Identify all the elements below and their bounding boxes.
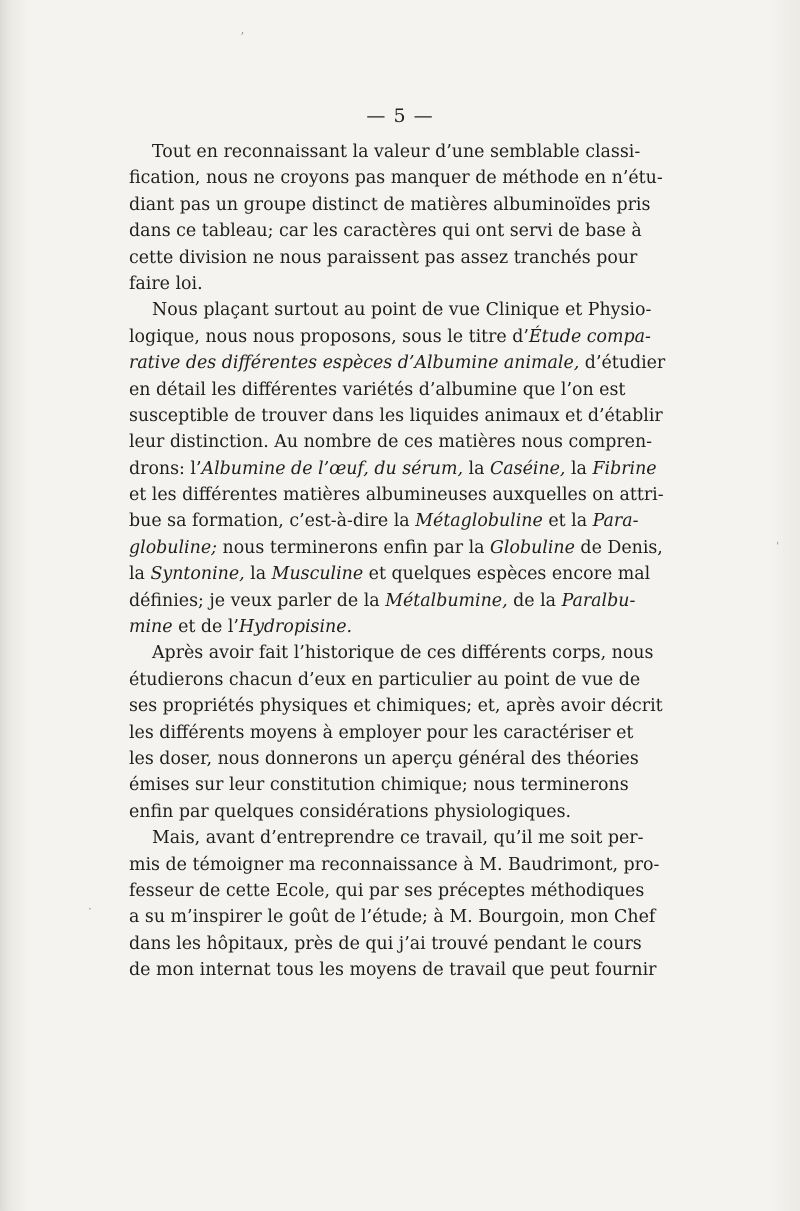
italic-term: Globuline [490, 537, 575, 558]
text-line [129, 245, 638, 271]
body-text [129, 139, 666, 984]
italic-term: globuline; [129, 537, 217, 558]
text-line [129, 482, 664, 508]
text-run: nous terminerons enfin par la [216, 537, 491, 558]
text-line [129, 350, 666, 376]
text-line [129, 904, 656, 930]
text-run: de la [507, 590, 562, 611]
text-run: étudierons chacun d’eux en particulier au point de vue de [129, 669, 641, 690]
text-line [129, 852, 660, 878]
text-run: définies; je veux parler de la [129, 590, 386, 611]
text-run: mis de témoigner ma reconnaissance à M. Baudrimont, pro- [129, 854, 660, 875]
text-run: et de l’ [172, 617, 239, 638]
text-run: enfin par quelques considérations physiologiques. [129, 801, 572, 822]
text-run: de mon internat tous les moyens de travail que peut fournir [129, 960, 657, 981]
text-run: de Denis, [574, 537, 663, 558]
text-run: et quelques espèces encore mal [363, 564, 651, 585]
text-run: faire loi. [129, 273, 203, 294]
text-line [129, 931, 642, 957]
text-run: bue sa formation, c’est-à-dire la [129, 511, 416, 532]
text-run: drons: l’ [129, 458, 202, 479]
scan-speck: · [88, 902, 92, 916]
text-line [129, 957, 657, 983]
text-run: Nous plaçant surtout au point de vue Clinique et Physio- [152, 300, 652, 321]
scan-speck: ʼ [240, 30, 244, 44]
italic-term: Albumine de l’œuf, du sérum, [201, 458, 463, 479]
italic-term: Syntonine, [150, 564, 245, 585]
italic-term: Métalbumine, [385, 590, 508, 611]
text-run: fication, nous ne croyons pas manquer de méthode en n’étu- [129, 168, 663, 189]
text-run: et la [542, 511, 593, 532]
paragraph [129, 139, 663, 297]
text-run: logique, nous nous proposons, sous le titre d’ [129, 326, 529, 347]
page-number: — 5 — [366, 105, 434, 127]
italic-term: Étude compa- [528, 326, 651, 347]
text-line [129, 746, 639, 772]
text-line [129, 640, 654, 666]
text-line [129, 825, 644, 851]
text-line [129, 799, 615, 825]
text-run: a su m’inspirer le goût de l’étude; à M. Bourgoin, mon Chef [129, 907, 656, 928]
text-line [129, 403, 663, 429]
paragraph [129, 825, 660, 983]
italic-term: rative des différentes espèces d’Albumine animale, [129, 353, 580, 374]
text-run: susceptible de trouver dans les liquides animaux et d’établir [129, 405, 663, 426]
text-line [129, 218, 642, 244]
text-line [129, 429, 653, 455]
text-run: les doser, nous donnerons un aperçu général des théories [129, 748, 639, 769]
text-line [129, 324, 651, 350]
text-run: et les différentes matières albumineuses auxquelles on attri- [129, 485, 664, 506]
text-run: Mais, avant d’entreprendre ce travail, qu’il me soit per- [152, 828, 644, 849]
italic-term: Musculine [271, 564, 364, 585]
italic-term: Fibrine [592, 458, 657, 479]
italic-term: Hydropisine. [238, 617, 353, 638]
text-run: leur distinction. Au nombre de ces matières nous compren- [129, 432, 653, 453]
text-line [129, 271, 615, 297]
text-run: dans les hôpitaux, près de qui j’ai trouvé pendant le cours [129, 933, 642, 954]
text-run: fesseur de cette Ecole, qui par ses préceptes méthodiques [129, 880, 645, 901]
text-line [129, 456, 657, 482]
text-run: les différents moyens à employer pour les caractériser et [129, 722, 634, 743]
italic-term: Paralbu- [561, 590, 636, 611]
text-run: diant pas un groupe distinct de matières albuminoïdes pris [129, 194, 651, 215]
text-run: la [565, 458, 593, 479]
text-run: d’étudier [579, 353, 666, 374]
text-run: la [244, 564, 272, 585]
text-run: la [129, 564, 151, 585]
text-line [129, 693, 663, 719]
text-line [129, 561, 651, 587]
text-line [129, 588, 636, 614]
text-run: Après avoir fait l’historique de ces différents corps, nous [152, 643, 654, 664]
italic-term: Métaglobuline [415, 511, 543, 532]
text-run: émises sur leur constitution chimique; nous terminerons [129, 775, 629, 796]
text-line [129, 192, 651, 218]
italic-term: Para- [592, 511, 639, 532]
text-line [129, 508, 639, 534]
text-line [129, 297, 652, 323]
text-run: dans ce tableau; car les caractères qui ont servi de base à [129, 221, 642, 242]
text-line [129, 614, 615, 640]
text-line [129, 535, 663, 561]
scan-speck: ˌ [776, 532, 780, 546]
paragraph [129, 297, 666, 640]
italic-term: mine [129, 617, 173, 638]
text-line [129, 878, 645, 904]
text-run: en détail les différentes variétés d’albumine que l’on est [129, 379, 626, 400]
text-run: cette division ne nous paraissent pas assez tranchés pour [129, 247, 638, 268]
text-line [129, 667, 641, 693]
text-line [129, 377, 626, 403]
paragraph [129, 640, 663, 825]
text-line [129, 165, 663, 191]
text-line [129, 720, 634, 746]
text-line [129, 772, 629, 798]
text-run: Tout en reconnaissant la valeur d’une semblable classi- [152, 142, 641, 162]
text-run: la [462, 458, 490, 479]
text-line [129, 139, 641, 165]
text-run: ses propriétés physiques et chimiques; et, après avoir décrit [129, 696, 663, 717]
italic-term: Caséine, [489, 458, 566, 479]
